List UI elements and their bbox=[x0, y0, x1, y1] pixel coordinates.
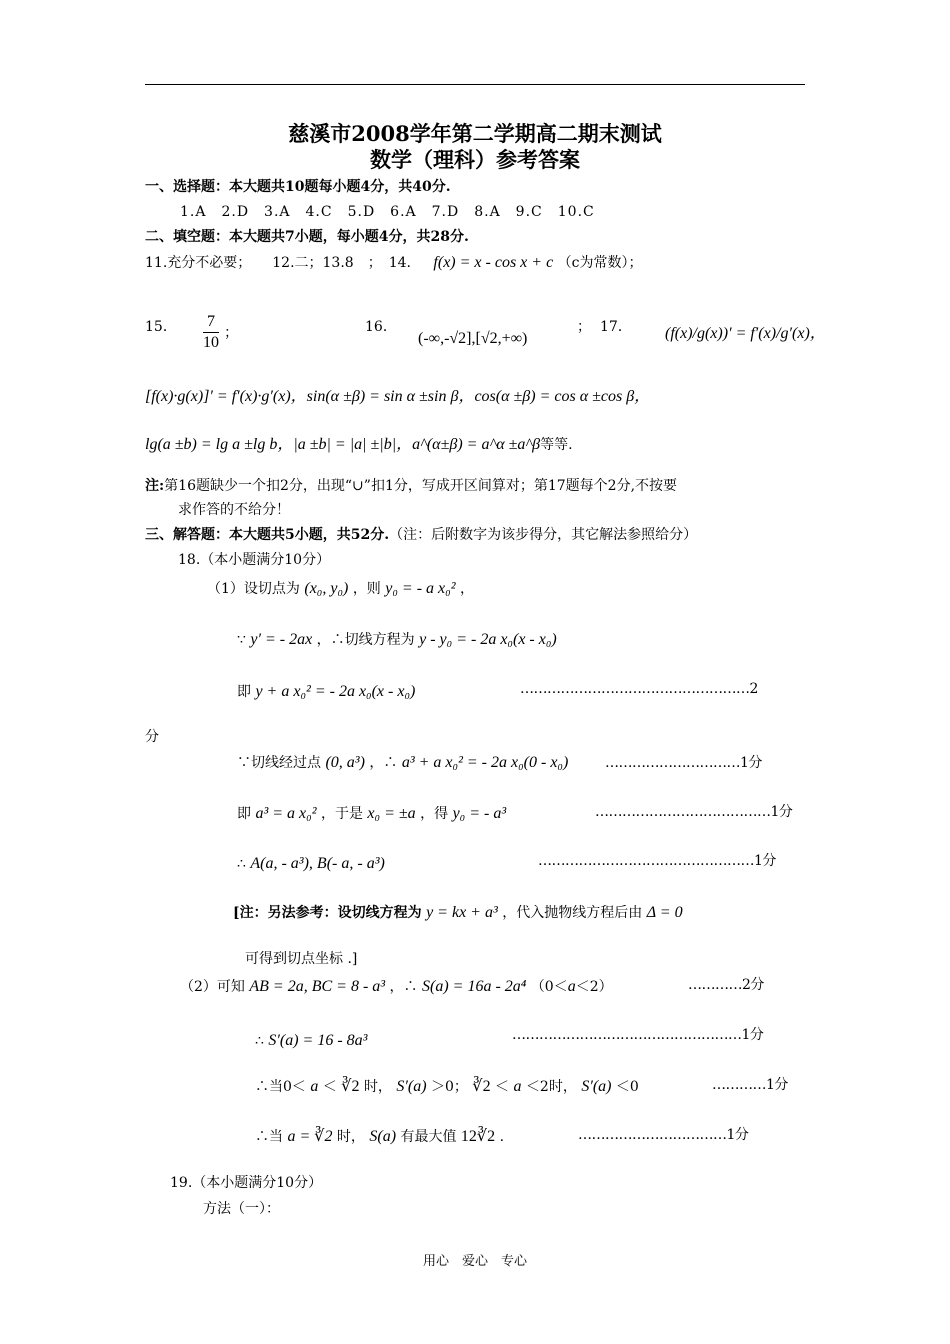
mono-lt-1: ＜ bbox=[322, 1079, 337, 1095]
point-0-a3: (0, a³) bbox=[325, 754, 365, 771]
cube-root-2-b: ∛2 bbox=[472, 1078, 491, 1095]
step4-therefore: ，∴ bbox=[369, 755, 398, 771]
q18-step1-text: （1）设切点为 bbox=[207, 581, 300, 597]
max-shi: 时， bbox=[336, 1129, 365, 1145]
max-a-value: a = ∛2 bbox=[287, 1128, 333, 1145]
because-symbol: ∵ bbox=[237, 632, 246, 648]
q18-step4 bbox=[237, 754, 568, 772]
derivative-formula: y′ = - 2ax bbox=[250, 631, 313, 648]
q15-fraction bbox=[203, 312, 238, 353]
q17-formula-3 bbox=[145, 436, 573, 454]
q16-tail: ； bbox=[577, 319, 591, 335]
step6-score: …………………………………………1分 bbox=[538, 853, 776, 869]
mono-var-2: a bbox=[513, 1078, 522, 1095]
section2-heading: 二、填空题：本大题共7小题，每小题4分，共28分. bbox=[145, 229, 469, 245]
q16-formula: (-∞,-√2],[√2,+∞) bbox=[418, 330, 528, 347]
doc-title: 慈溪市2008学年第二学期高二期末测试 bbox=[288, 121, 662, 146]
alt-method-end: 可得到切点坐标 .] bbox=[245, 951, 358, 967]
tangent-point: (x₀, y₀) bbox=[304, 580, 349, 597]
q18-title: 18.（本小题满分10分） bbox=[178, 552, 331, 568]
mono-lt-2: ＜ bbox=[495, 1079, 510, 1095]
step6-therefore: ∴ bbox=[237, 856, 246, 872]
q18-step3 bbox=[237, 683, 415, 701]
monotonic-score: …………1分 bbox=[712, 1077, 788, 1093]
alt-method-text-2: ，代入抛物线方程后由 bbox=[502, 905, 643, 921]
range-var: a bbox=[567, 978, 576, 995]
tangent-eq: y - y₀ = - 2a x₀(x - x₀) bbox=[419, 631, 557, 648]
max-label: 有最大值 bbox=[400, 1129, 457, 1145]
q15-tail: ； bbox=[224, 325, 239, 341]
q19-method: 方法（一）： bbox=[203, 1201, 280, 1217]
step5-formula-2: x₀ = ±a bbox=[367, 805, 416, 822]
mono-gt0: ＞0； bbox=[431, 1079, 468, 1095]
range-open: （0＜ bbox=[530, 979, 568, 995]
fill-answers-11-14: 11.充分不必要； 12.二；13.8 ； 14. bbox=[145, 255, 411, 271]
q18-max bbox=[255, 1128, 504, 1146]
max-text: ∴当 bbox=[255, 1129, 283, 1145]
step4-formula: a³ + a x₀² = - 2a x₀(0 - x₀) bbox=[401, 754, 569, 771]
q19-title: 19.（本小题满分10分） bbox=[170, 1175, 323, 1191]
mono-shi-2: ＜2时， bbox=[525, 1079, 577, 1095]
cube-root-2-a: ∛2 bbox=[341, 1078, 360, 1095]
fill-line-1 bbox=[145, 254, 642, 272]
q17-label: 17． bbox=[600, 319, 632, 335]
header-rule bbox=[145, 84, 805, 85]
step5-formula-1: a³ = a x₀² bbox=[255, 805, 317, 822]
mono-shi-1: 时， bbox=[363, 1079, 392, 1095]
q17-formula-2: [f(x)·g(x)]′ = f′(x)·g′(x)，sin(α ±β) = sin α ±sin β，cos(α ±β) = cos α ±cos β， bbox=[145, 388, 651, 405]
q17-formula-3-math: lg(a ±b) = lg a ±lg b，|a ±b| = |a| ±|b|，a^(α±β) = a^α ±a^β bbox=[145, 436, 541, 453]
alt-tangent-eq: y = kx + a³ bbox=[426, 904, 498, 921]
q18-step1-then: ，则 bbox=[352, 581, 381, 597]
section3-heading: 三、解答题：本大题共5小题，共52分. bbox=[145, 527, 390, 543]
alt-delta: Δ = 0 bbox=[646, 904, 683, 921]
mono-lt0: ＜0 bbox=[615, 1079, 639, 1095]
doc-subtitle: 数学（理科）参考答案 bbox=[370, 147, 580, 172]
q18-derivative-S bbox=[255, 1032, 367, 1050]
max-period: . bbox=[499, 1129, 505, 1145]
part2-therefore: ，∴ bbox=[389, 979, 418, 995]
q14-formula: f(x) = x - cos x + c bbox=[433, 254, 554, 271]
note-label: 注: bbox=[145, 478, 165, 494]
q15-numerator: 7 bbox=[203, 312, 219, 333]
step3-ji: 即 bbox=[237, 684, 251, 700]
mono-deriv-1: S′(a) bbox=[396, 1078, 427, 1095]
q17-formula-3-tail: 等等. bbox=[540, 437, 573, 453]
q15-denominator: 10 bbox=[203, 334, 219, 351]
q18-step2 bbox=[237, 631, 557, 649]
range-close: ＜2） bbox=[575, 979, 613, 995]
q14-tail: （c为常数）； bbox=[557, 255, 643, 271]
note-line bbox=[145, 477, 677, 495]
q15-label: 15． bbox=[145, 319, 177, 335]
mono-text-1: ∴当0＜ bbox=[255, 1079, 306, 1095]
step4-text: ∵切线经过点 bbox=[237, 755, 321, 771]
note-text: 第16题缺少一个扣2分，出现“∪”扣1分，写成开区间算对；第17题每个2分,不按要 bbox=[164, 478, 678, 494]
derivative-S-therefore: ∴ bbox=[255, 1033, 264, 1049]
derivative-S-formula: S′(a) = 16 - 8a³ bbox=[268, 1032, 368, 1049]
q18-step5 bbox=[237, 805, 506, 823]
area-function: S(a) = 16a - 2a⁴ bbox=[422, 978, 527, 995]
page-footer: 用心 爱心 专心 bbox=[422, 1254, 527, 1269]
max-S: S(a) bbox=[369, 1128, 397, 1145]
q18-monotonic bbox=[255, 1078, 639, 1096]
part2-score: …………2分 bbox=[688, 977, 764, 993]
mono-var-1: a bbox=[310, 1078, 319, 1095]
derivative-S-score: ……………………………………………1分 bbox=[512, 1027, 764, 1043]
step3-score: ……………………………………………2 bbox=[520, 681, 758, 697]
max-value: 12∛2 bbox=[460, 1128, 496, 1145]
part2-AB-BC: AB = 2a, BC = 8 - a³ bbox=[249, 978, 386, 995]
step5-de: ，得 bbox=[420, 806, 449, 822]
q16-label: 16． bbox=[365, 319, 397, 335]
step3-score-unit: 分 bbox=[145, 729, 159, 745]
note-text-2: 求作答的不给分！ bbox=[178, 502, 290, 518]
alt-method-text: [注：另法参考：设切线方程为 bbox=[233, 905, 422, 921]
q18-part2 bbox=[180, 978, 613, 996]
q18-step1 bbox=[207, 580, 474, 598]
choice-answers: 1.A 2.D 3.A 4.C 5.D 6.A 7.D 8.A 9.C 10.C bbox=[180, 204, 595, 220]
tangent-eq-text: ，∴切线方程为 bbox=[316, 632, 415, 648]
q18-alt-method bbox=[233, 904, 683, 922]
mono-deriv-2: S′(a) bbox=[581, 1078, 612, 1095]
q17-formula-1: (f(x)/g(x))′ = f′(x)/g′(x)， bbox=[665, 325, 826, 342]
step5-formula-3: y₀ = - a³ bbox=[452, 805, 507, 822]
q18-step1-formula: y₀ = - a x₀² bbox=[385, 580, 456, 597]
part2-text: （2）可知 bbox=[180, 979, 245, 995]
step5-score: …………………………………1分 bbox=[595, 804, 793, 820]
section3-heading-line bbox=[145, 526, 697, 544]
step5-ji: 即 bbox=[237, 806, 251, 822]
max-score: ……………………………1分 bbox=[578, 1127, 749, 1143]
step3-formula: y + a x₀² = - 2a x₀(x - x₀) bbox=[255, 683, 416, 700]
q18-step1-comma: ， bbox=[459, 581, 474, 597]
step5-yushi: ，于是 bbox=[320, 806, 363, 822]
step4-score: …………………………1分 bbox=[605, 755, 762, 771]
points-A-B: A(a, - a³), B(- a, - a³) bbox=[250, 855, 385, 872]
section1-heading: 一、选择题：本大题共10题每小题4分，共40分. bbox=[145, 179, 451, 195]
q18-step6 bbox=[237, 855, 385, 873]
section3-heading-note: （注：后附数字为该步得分，其它解法参照给分） bbox=[389, 527, 698, 543]
